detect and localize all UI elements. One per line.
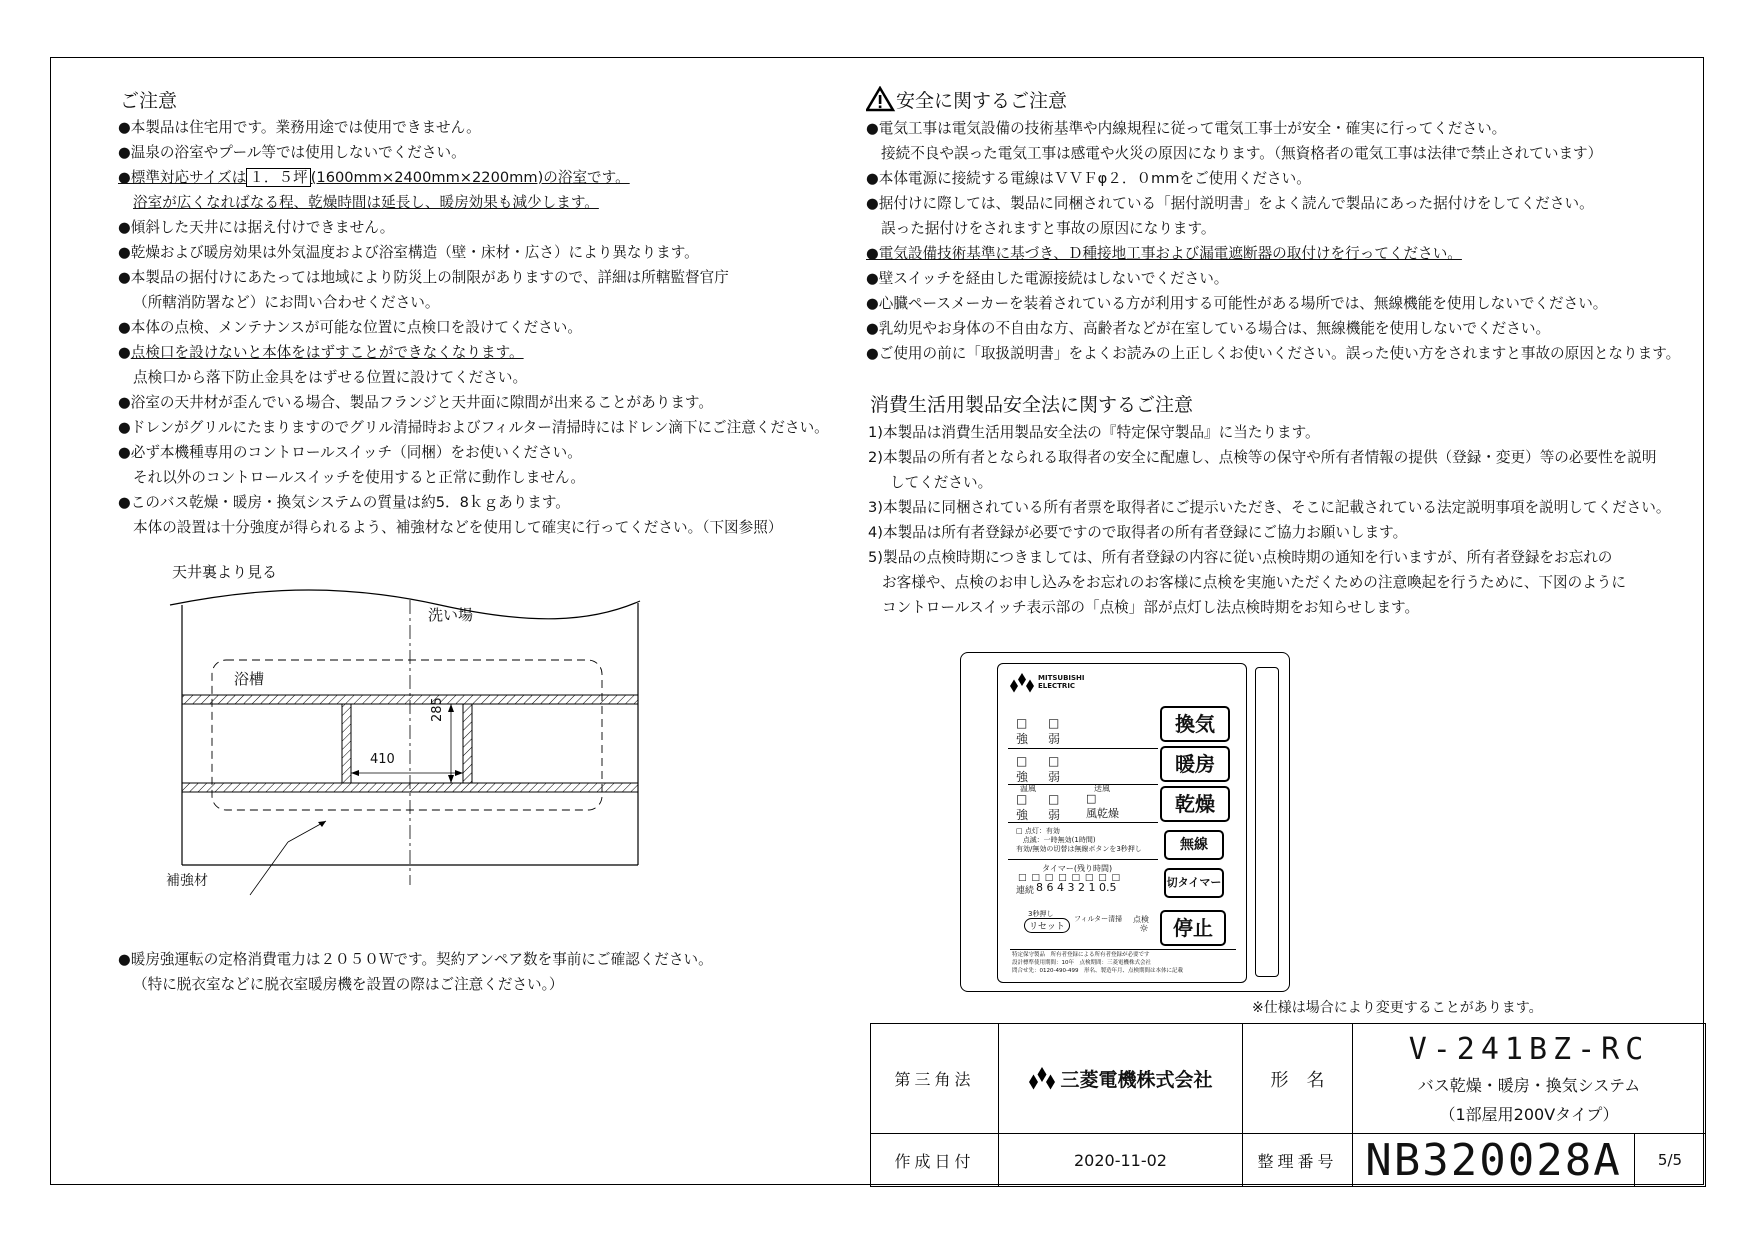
power-notes — [118, 947, 713, 997]
note-line: ●このバス乾燥・暖房・換気システムの質量は約5．8ｋｇあります。 — [118, 494, 570, 511]
reset-button[interactable]: リセット — [1024, 918, 1070, 933]
note-line: ●傾斜した天井には据え付けできません。 — [118, 219, 395, 236]
dim-height-label: 285 — [430, 697, 445, 722]
note-line: ●温泉の浴室やプール等では使用しないでください。 — [118, 144, 466, 161]
note-line: ●本製品は住宅用です。業務用途では使用できません。 — [118, 119, 481, 136]
dry-weak-label: □ 弱 — [1048, 792, 1061, 822]
maintenance-label: 特定保守製品 所有者登録による所有者登録が必要です 設計標準使用期間：10年 点検期間：三菱電機株式会社 問合せ先：0120-490-499 形名、製造年月、点検期間は本体に記載 — [1012, 952, 1183, 974]
heat-button[interactable]: 暖房 — [1160, 746, 1230, 782]
row-divider — [1008, 822, 1158, 823]
consumer-line: 4)本製品は所有者登録が必要ですので取得者の所有者登録にご協力お願いします。 — [868, 524, 1408, 541]
ceiling-diagram — [150, 585, 670, 915]
note-line: （所轄消防署など）にお問い合わせください。 — [133, 294, 440, 311]
timer-values: 8 6 4 3 2 1 0.5 — [1036, 881, 1117, 894]
safety-line: ●壁スイッチを経由した電源接続はしないでください。 — [866, 270, 1229, 287]
size-box: １．５坪 — [246, 168, 310, 187]
safety-line: ●電気設備技術基準に基づき、Ｄ種接地工事および漏電遮断器の取付けを行ってください。 — [866, 245, 1462, 262]
consumer-line: 2)本製品の所有者となられる取得者の安全に配慮し、点検等の保守や所有者情報の提供（登録・変更）等の必要性を説明 — [868, 449, 1657, 466]
wireless-button[interactable]: 無線 — [1164, 830, 1224, 860]
created-date-cell: 2020-11-02 — [998, 1133, 1242, 1187]
heat-strong-label: □ 強 — [1016, 754, 1029, 784]
safety-title: 安全に関するご注意 — [896, 90, 1068, 112]
wireless-status-text: □ 点灯：有効 点滅：一時無効(1時間) 有効/無効の切替は無線ボタンを3秒押し — [1016, 827, 1142, 853]
safety-line: ●据付けに際しては、製品に同梱されている「据付説明書」をよく読んで製品にあった据付けをしてください。 — [866, 195, 1594, 212]
inspect-led-icon: ☼ — [1139, 922, 1149, 935]
press3-label: 3秒押し — [1028, 910, 1054, 918]
consumer-line: コントロールスイッチ表示部の「点検」部が点灯し法点検時期をお知らせします。 — [882, 599, 1420, 616]
wind-dry-label: □ 風乾燥 — [1086, 792, 1119, 820]
safety-line: ●本体電源に接続する電線はＶＶＦφ２．０mmをご使用ください。 — [866, 170, 1311, 187]
row-divider — [1008, 748, 1158, 749]
control-switch-illustration — [960, 652, 1290, 992]
reinforcement-label: 補強材 — [166, 873, 208, 889]
notes-list — [118, 115, 829, 540]
model-cell — [1352, 1023, 1706, 1133]
safety-line: 接続不良や誤った電気工事は感電や火災の原因になります。（無資格者の電気工事は法律で禁止されています） — [881, 145, 1603, 162]
model-label-cell: 形 名 — [1242, 1023, 1352, 1133]
consumer-line: お客様や、点検のお申し込みをお忘れのお客様に点検を実施いただくための注意喚起を行うために、下図のように — [882, 574, 1626, 591]
dry-button[interactable]: 乾燥 — [1160, 786, 1230, 822]
heat-weak-label: □ 弱 — [1048, 754, 1061, 784]
note-line: ●乾燥および暖房効果は外気温度および浴室構造（壁・床材・広さ）により異なります。 — [118, 244, 699, 261]
mitsubishi-logo-icon — [1010, 672, 1034, 694]
vent-weak-label: □ 弱 — [1048, 716, 1061, 746]
projection-cell: 第三角法 — [870, 1023, 998, 1133]
note-line: ●本体の点検、メンテナンスが可能な位置に点検口を設けてください。 — [118, 319, 582, 336]
title-block — [870, 1023, 1706, 1187]
consumer-list — [868, 420, 1670, 620]
row-divider — [1008, 859, 1158, 860]
safety-line: ●電気工事は電気設備の技術基準や内線規程に従って電気工事士が安全・確実に行ってください。 — [866, 120, 1507, 137]
vent-button[interactable]: 換気 — [1160, 706, 1230, 742]
vent-strong-label: □ 強 — [1016, 716, 1029, 746]
safety-line: ●心臓ペースメーカーを装着されている方が利用する可能性がある場所では、無線機能を使用しないでください。 — [866, 295, 1608, 312]
panel-brand: MITSUBISHI ELECTRIC — [1038, 674, 1085, 690]
timer-label: タイマー(残り時間) — [1042, 864, 1113, 873]
mitsubishi-logo-icon — [1028, 1066, 1056, 1092]
safety-line: ●ご使用の前に「取扱説明書」をよくお読みの上正しくお使いください。誤った使い方をされますと事故の原因となります。 — [866, 345, 1681, 362]
product-name: バス乾燥・暖房・換気システム — [1417, 1076, 1641, 1095]
consumer-line: してください。 — [890, 474, 993, 491]
consumer-title: 消費生活用製品安全法に関するご注意 — [870, 394, 1194, 416]
consumer-line: 1)本製品は消費生活用製品安全法の『特定保守製品』に当たります。 — [868, 424, 1320, 441]
diagram-caption: 天井裏より見る — [172, 563, 278, 581]
safety-list — [866, 116, 1680, 366]
wash-area-label: 洗い場 — [428, 606, 474, 624]
dim-width-label: 410 — [370, 752, 395, 767]
panel-side-rail — [1255, 667, 1279, 977]
note-line: 本体の設置は十分強度が得られるよう、補強材などを使用して確実に行ってください。（下図参照） — [133, 519, 783, 536]
doc-no-cell: NB320028A — [1352, 1133, 1634, 1187]
power-note-line: （特に脱衣室などに脱衣室暖房機を設置の際はご注意ください。） — [133, 976, 564, 993]
warning-icon — [866, 86, 896, 112]
doc-no-label-cell: 整理番号 — [1242, 1133, 1352, 1187]
off-timer-button[interactable]: 切タイマー — [1164, 868, 1224, 898]
model-number: V-241BZ-RC — [1408, 1032, 1650, 1067]
note-line: ●本製品の据付けにあたっては地域により防災上の制限がありますので、詳細は所轄監督官庁 — [118, 269, 729, 286]
note-line: ●必ず本機種専用のコントロールスイッチ（同梱）をお使いください。 — [118, 444, 582, 461]
stop-button[interactable]: 停止 — [1160, 910, 1226, 946]
power-note-line: ●暖房強運転の定格消費電力は２０５０Ｗです。契約アンペア数を事前にご確認ください。 — [118, 951, 713, 968]
note-line: ●標準対応サイズは １．５坪 (1600mm×2400mm×2200mm)の浴室です。 — [118, 169, 630, 186]
inspect-label: 点検 — [1133, 915, 1149, 924]
bathtub-label: 浴槽 — [234, 670, 265, 688]
continuous-label: 連続 — [1016, 886, 1035, 896]
page-cell: 5/5 — [1634, 1133, 1706, 1187]
label-strip-divider — [1010, 949, 1236, 950]
note-line: 浴室が広くなればなる程、乾燥時間は延長し、暖房効果も減少します。 — [133, 194, 599, 211]
note-line: ●ドレンがグリルにたまりますのでグリル清掃時およびフィルター清掃時にはドレン滴下にご注意ください。 — [118, 419, 829, 436]
product-type: （1部屋用200Vタイプ） — [1439, 1105, 1619, 1124]
cool-air-label: 送風 — [1094, 784, 1110, 793]
consumer-line: 5)製品の点検時期につきましては、所有者登録の内容に従い点検時期の通知を行いますが、所有者登録をお忘れの — [868, 549, 1613, 566]
panel-face — [997, 663, 1247, 983]
filter-clean-label: フィルター清掃 — [1074, 915, 1123, 923]
note-line: それ以外のコントロールスイッチを使用すると正常に動作しません。 — [133, 469, 585, 486]
company-cell: 三菱電機株式会社 — [998, 1023, 1242, 1133]
dry-strong-label: □ 強 — [1016, 792, 1029, 822]
safety-line: ●乳幼児やお身体の不自由な方、高齢者などが在室している場合は、無線機能を使用しないでください。 — [866, 320, 1551, 337]
spec-note: ※仕様は場合により変更することがあります。 — [1252, 1000, 1543, 1016]
consumer-line: 3)本製品に同梱されている所有者票を取得者にご提示いただき、そこに記載されている法定説明事項を説明してください。 — [868, 499, 1671, 516]
created-label-cell: 作成日付 — [870, 1133, 998, 1187]
note-line: 点検口から落下防止金具をはずせる位置に設けてください。 — [133, 369, 528, 386]
timer-leds: □ □ □ □ □ □ □ □ — [1018, 873, 1122, 883]
note-line: ●浴室の天井材が歪んでいる場合、製品フランジと天井面に隙間が出来ることがあります。 — [118, 394, 713, 411]
warm-air-label: 温風 — [1020, 784, 1036, 793]
note-line: ●点検口を設けないと本体をはずすことができなくなります。 — [118, 344, 524, 361]
notes-title: ご注意 — [120, 90, 178, 112]
safety-line: 誤った据付けをされますと事故の原因になります。 — [881, 220, 1216, 237]
